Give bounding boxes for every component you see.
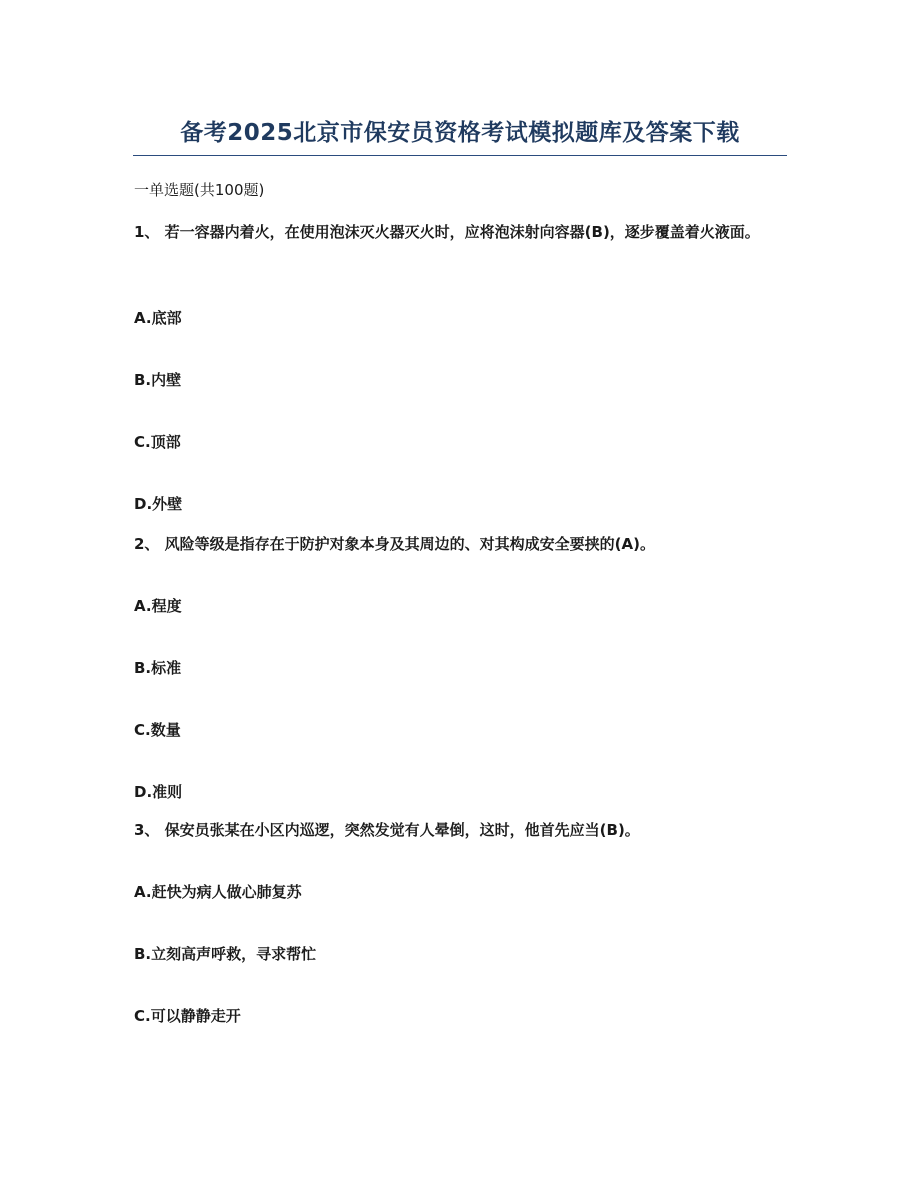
document-title: 备考2025北京市保安员资格考试模拟题库及答案下载	[180, 120, 740, 146]
question-2-text: 2、 风险等级是指存在于防护对象本身及其周边的、对其构成安全要挟的(A)。	[134, 535, 655, 553]
question-2-option-c: C.数量	[134, 721, 181, 739]
question-3-option-c: C.可以静静走开	[134, 1007, 241, 1025]
question-3-option-a: A.赶快为病人做心肺复苏	[134, 883, 302, 901]
question-1-option-c: C.顶部	[134, 433, 181, 451]
question-3-option-b: B.立刻高声呼救，寻求帮忙	[134, 945, 317, 963]
question-1-option-b: B.内壁	[134, 371, 182, 389]
section-heading: 一单选题(共100题)	[134, 181, 265, 199]
question-1-option-d: D.外壁	[134, 495, 183, 513]
question-3-text: 3、 保安员张某在小区内巡逻，突然发觉有人晕倒，这时，他首先应当(B)。	[134, 821, 640, 839]
question-1-text: 1、 若一容器内着火，在使用泡沫灭火器灭火时，应将泡沫射向容器(B)，逐步覆盖着火液面。	[134, 223, 760, 241]
question-2-option-d: D.准则	[134, 783, 183, 801]
title-underline	[133, 155, 787, 156]
question-2-option-b: B.标准	[134, 659, 182, 677]
question-2-option-a: A.程度	[134, 597, 182, 615]
question-1-option-a: A.底部	[134, 309, 182, 327]
